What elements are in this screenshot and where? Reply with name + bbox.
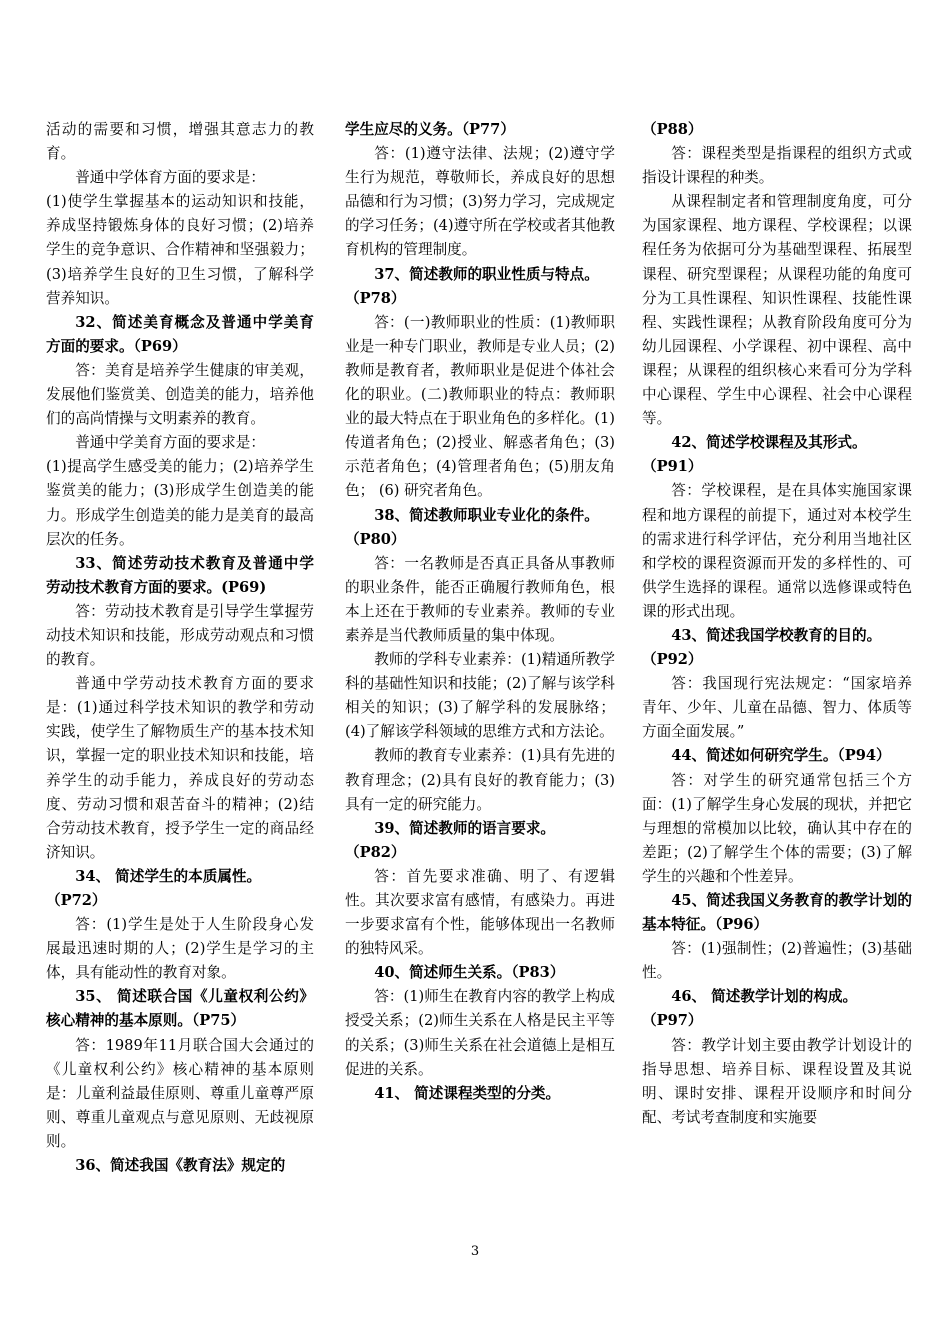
paragraph: 答：课程类型是指课程的组织方式或指设计课程的种类。 bbox=[642, 145, 912, 187]
paragraph-continued: 活动的需要和习惯，增强其意志力的教育。 bbox=[46, 121, 314, 163]
page-reference: （P72） bbox=[46, 892, 107, 909]
question-heading: 36、简述我国《教育法》规定的 bbox=[75, 1157, 286, 1175]
page-reference: （P82） bbox=[345, 843, 406, 861]
page-number: 3 bbox=[470, 1244, 480, 1259]
page-reference: （P88） bbox=[642, 121, 703, 138]
paragraph: 普通中学体育方面的要求是： bbox=[75, 169, 265, 187]
page-reference: （P80） bbox=[345, 530, 406, 548]
question-heading: 40、简述师生关系。（P83） bbox=[374, 964, 565, 982]
paragraph: 答：首先要求准确、明了、有逻辑性。其次要求富有感情，有感染力。再进一步要求富有个性，能够体现出一名教师的独特风采。 bbox=[345, 867, 615, 958]
paragraph: 普通中学劳动技术教育方面的要求是：(1)通过科学技术知识的教学和劳动实践，使学生了解物质生产的基本技术知识，掌握一定的职业技术知识和技能，培养学生的动手能力，养成良好的劳动态度、劳动习惯和艰苦奋斗的精神；(2)结合劳动技术教育，授予学生一定的商品经济知识。 bbox=[46, 675, 314, 861]
paragraph: 答：(1)强制性；(2)普遍性；(3)基础性。 bbox=[642, 940, 912, 982]
column-right bbox=[642, 118, 912, 1130]
column-left bbox=[46, 118, 314, 1178]
question-heading: 37、简述教师的职业性质与特点。 bbox=[374, 265, 599, 283]
question-heading: 34、 简述学生的本质属性。 bbox=[75, 867, 262, 885]
paragraph: 答：(一)教师职业的性质：(1)教师职业是一种专门职业，教师是专业人员；(2)教师是教育者，教师职业是促进个体社会化的职业。(二)教师职业的特点：教师职业的最大特点在于职业角色的多样化。(1)传道者角色；(2)授业、解惑者角色；(3)示范者角色；(4)管理者角色；(5)朋友角色； (6) 研究者角色。 bbox=[345, 313, 615, 500]
paragraph: 从课程制定者和管理制度角度，可分为国家课程、地方课程、学校课程；以课程任务为依据可分为基础型课程、拓展型课程、研究型课程；从课程功能的角度可分为工具性课程、知识性课程、技能性课程、实践性课程；从教育阶段角度可分为幼儿园课程、小学课程、初中课程、高中课程；从课程的组织核心来看可分为学科中心课程、学生中心课程、社会中心课程等。 bbox=[642, 193, 912, 428]
paragraph: 答：1989年11月联合国大会通过的《儿童权利公约》核心精神的基本原则是：儿童利益最佳原则、尊重儿童尊严原则、尊重儿童观点与意见原则、无歧视原则。 bbox=[46, 1036, 314, 1150]
paragraph-continued: (1)提高学生感受美的能力；(2)培养学生鉴赏美的能力；(3)形成学生创造美的能力。形成学生创造美的能力是美育的最高层次的任务。 bbox=[46, 458, 314, 548]
column-middle bbox=[345, 118, 615, 1106]
question-heading: 44、简述如何研究学生。（P94） bbox=[671, 747, 891, 765]
question-heading: 46、 简述教学计划的构成。 bbox=[671, 988, 858, 1006]
question-heading: 32、简述美育概念及普通中学美育方面的要求。（P69） bbox=[46, 313, 314, 355]
paragraph-continued: (1)使学生掌握基本的运动知识和技能，养成坚持锻炼身体的良好习惯；(2)培养学生的竞争意识、合作精神和坚强毅力；(3)培养学生良好的卫生习惯，了解科学营养知识。 bbox=[46, 193, 314, 307]
paragraph: 答：一名教师是否真正具备从事教师的职业条件，能否正确履行教师角色，根本上还在于教师的专业素养。教师的专业素养是当代教师质量的集中体现。 bbox=[345, 554, 615, 644]
question-heading: 43、简述我国学校教育的目的。 bbox=[671, 626, 882, 644]
question-heading: 33、简述劳动技术教育及普通中学劳动技术教育方面的要求。(P69) bbox=[46, 554, 314, 596]
question-heading: 42、简述学校课程及其形式。 bbox=[671, 434, 867, 452]
paragraph: 答：对学生的研究通常包括三个方面：(1)了解学生身心发展的现状，并把它与理想的常模加以比较，确认其中存在的差距；(2)了解学生个体的需要；(3)了解学生的兴趣和个性差异。 bbox=[642, 771, 912, 885]
paragraph: 答：学校课程，是在具体实施国家课程和地方课程的前提下，通过对本校学生的需求进行科学评估，充分利用当地社区和学校的课程资源而开发的多样性的、可供学生选择的课程。通常以选修课或特色课的形式出现。 bbox=[642, 482, 912, 620]
paragraph: 答：美育是培养学生健康的审美观，发展他们鉴赏美、创造美的能力，培养他们的高尚情操与文明素养的教育。 bbox=[46, 361, 314, 428]
paragraph: 教师的教育专业素养：(1)具有先进的教育理念；(2)具有良好的教育能力；(3)具有一定的研究能力。 bbox=[345, 747, 615, 813]
paragraph: 答：(1)遵守法律、法规；(2)遵守学生行为规范，尊敬师长，养成良好的思想品德和行为习惯；(3)努力学习，完成规定的学习任务；(4)遵守所在学校或者其他教育机构的管理制度。 bbox=[345, 145, 615, 259]
paragraph: 答：劳动技术教育是引导学生掌握劳动技术知识和技能，形成劳动观点和习惯的教育。 bbox=[46, 602, 314, 669]
question-heading: 35、 简述联合国《儿童权利公约》核心精神的基本原则。（P75） bbox=[46, 988, 314, 1030]
question-heading: 38、简述教师职业专业化的条件。 bbox=[374, 506, 599, 524]
paragraph: 普通中学美育方面的要求是： bbox=[75, 434, 265, 452]
question-heading: 45、简述我国义务教育的教学计划的基本特征。（P96） bbox=[642, 892, 912, 934]
page-reference: （P91） bbox=[642, 458, 703, 476]
paragraph: 答：我国现行宪法规定：“国家培养青年、少年、儿童在品德、智力、体质等方面全面发展。” bbox=[642, 675, 912, 741]
page-reference: （P97） bbox=[642, 1012, 703, 1030]
paragraph: 答：(1)学生是处于人生阶段身心发展最迅速时期的人；(2)学生是学习的主体，具有能动性的教育对象。 bbox=[46, 916, 314, 982]
question-heading: 39、简述教师的语言要求。 bbox=[374, 819, 556, 837]
page-reference: （P92） bbox=[642, 651, 703, 669]
page-reference: 学生应尽的义务。（P77） bbox=[345, 121, 515, 138]
paragraph: 答：教学计划主要由教学计划设计的指导思想、培养目标、课程设置及其说明、课时安排、课程开设顺序和时间分配、考试考查制度和实施要 bbox=[642, 1036, 912, 1126]
page-reference: （P78） bbox=[345, 289, 406, 307]
paragraph: 答：(1)师生在教育内容的教学上构成授受关系；(2)师生关系在人格是民主平等的关系；(3)师生关系在社会道德上是相互促进的关系。 bbox=[345, 988, 615, 1078]
paragraph: 教师的学科专业素养：(1)精通所教学科的基础性知识和技能；(2)了解与该学科相关的知识；(3)了解学科的发展脉络；(4)了解该学科领域的思维方式和方法论。 bbox=[345, 651, 615, 741]
question-heading: 41、 简述课程类型的分类。 bbox=[374, 1084, 561, 1102]
